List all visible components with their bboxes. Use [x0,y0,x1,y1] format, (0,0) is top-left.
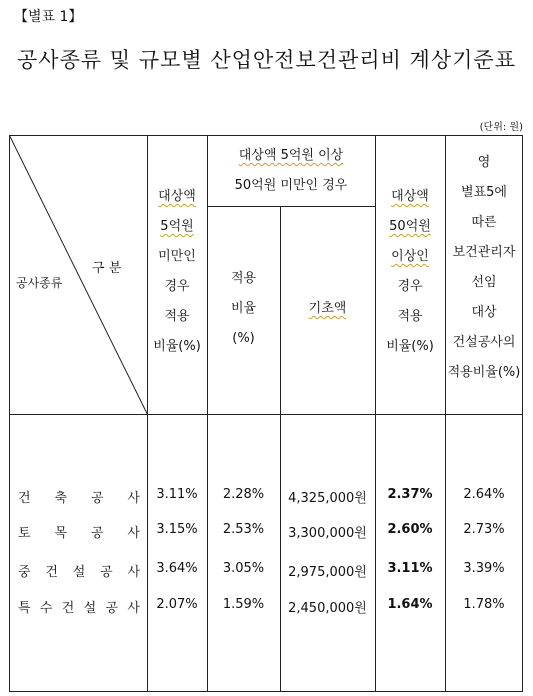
cell-over50: 1.64% [387,597,433,612]
cell-mid-rate: 3.05% [222,561,265,576]
row-label-char: 공 [90,491,104,506]
cell-mid-rate: 1.59% [222,597,265,612]
cell-annex: 1.78% [463,597,505,612]
cell-annex: 2.73% [463,522,505,537]
row-label-char: 축 [54,491,68,506]
row-label-char: 특 [18,601,31,616]
row-label-char: 공 [90,526,104,541]
row-label-char: 설 [83,601,97,616]
row-label-char: 건 [61,601,75,616]
cell-mid-base: 4,325,000원 [288,491,367,506]
cell-under5: 2.07% [156,597,198,612]
cell-under5: 3.64% [156,561,198,576]
category-top-label: 구 분 [92,261,122,276]
row-label-char: 사 [127,491,140,506]
cell-annex: 2.64% [463,487,505,502]
row-label [18,597,140,616]
cell-annex: 3.39% [463,561,505,576]
category-bottom-label: 공사종류 [16,276,63,290]
row-label-char: 건 [18,491,31,506]
row-label-char: 토 [18,526,31,541]
cell-over50: 2.37% [387,487,433,502]
header-over50: 대상액 50억원 이상인 경우 적용 비율(%) [386,189,434,354]
row-label-char: 중 [18,565,31,580]
row-label [18,487,140,506]
row-label-char: 설 [72,565,86,580]
cell-mid-rate: 2.28% [222,487,265,502]
header-mid-rate: 적용 비율 (%) [230,271,257,346]
header-mid-group: 대상액 5억원 이상 50억원 미만인 경우 [234,148,348,193]
document-title: 공사종류 및 규모별 산업안전보건관리비 계상기준표 [17,48,516,72]
annex-reference-label: 【별표 1】 [14,9,83,25]
cell-under5: 3.15% [156,522,198,537]
row-label-char: 공 [105,601,119,616]
row-label-char: 수 [39,601,53,616]
cell-over50: 2.60% [387,522,433,537]
cell-over50: 3.11% [387,561,433,576]
row-label [18,522,140,541]
cell-mid-base: 2,450,000원 [288,601,367,616]
header-under5: 대상액 5억원 미만인 경우 적용 비율(%) [153,189,201,354]
cell-mid-base: 2,975,000원 [288,565,367,580]
cell-mid-base: 3,300,000원 [288,526,367,541]
header-mid-base: 기초액 [308,301,347,316]
cell-under5: 3.11% [156,487,198,502]
row-label-char: 사 [127,526,140,541]
row-label-char: 공 [100,565,113,580]
row-label-char: 목 [54,526,68,541]
row-label [18,561,140,580]
row-label-char: 사 [127,601,140,616]
header-annex: 영 별표5에 따른 보건관리자 선임 대상 건설공사의 적용비율(%) [447,155,521,380]
unit-note: (단위: 원) [479,122,523,133]
cell-mid-rate: 2.53% [222,522,265,537]
row-label-char: 건 [45,565,58,580]
row-label-char: 사 [127,565,140,580]
